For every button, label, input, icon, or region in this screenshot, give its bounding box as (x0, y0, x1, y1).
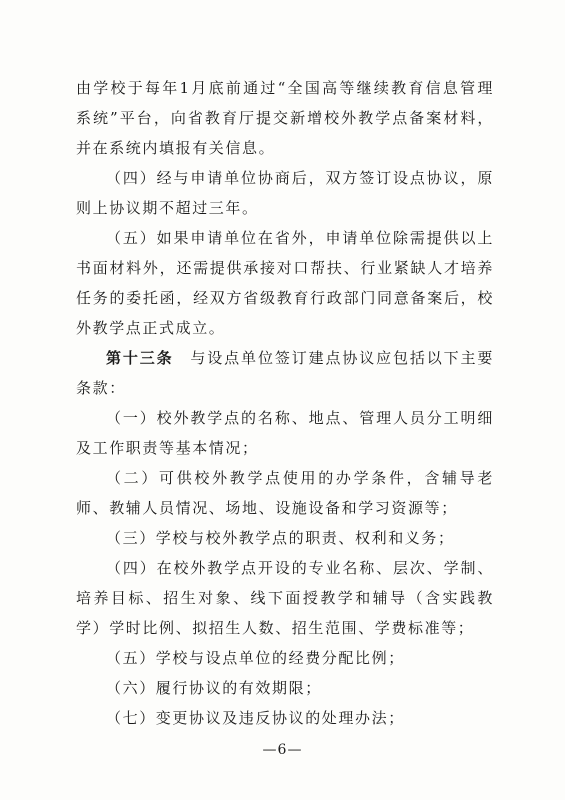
page-number: —6— (262, 742, 303, 758)
clause-6: （六）履行协议的有效期限； (106, 679, 322, 697)
clause-3: （三）学校与校外教学点的职责、权利和义务； (106, 529, 455, 547)
paragraph-item-4: （四）经与申请单位协商后，双方签订设点协议，原则上协议期不超过三年。 (76, 169, 494, 217)
paragraph-continuation: 由学校于每年1月底前通过“全国高等继续教育信息管理系统”平台，向省教育厅提交新增校外教学点备案材料，并在系统内填报有关信息。 (76, 79, 494, 157)
paragraph-item-5: （五）如果申请单位在省外，申请单位除需提供以上书面材料外，还需提供承接对口帮扶、行业紧缺人才培养任务的委托函，经双方省级教育行政部门同意备案后，校外教学点正式成立。 (76, 229, 494, 337)
article-13-paragraph (76, 343, 494, 403)
document-body (76, 73, 494, 733)
clause-5: （五）学校与设点单位的经费分配比例； (106, 649, 405, 667)
clause-1: （一）校外教学点的名称、地点、管理人员分工明细及工作职责等基本情况； (76, 409, 494, 457)
clause-2: （二）可供校外教学点使用的办学条件，含辅导老师、教辅人员情况、场地、设施设备和学习资源等； (76, 469, 494, 517)
clause-7: （七）变更协议及违反协议的处理办法； (106, 709, 405, 727)
clause-4: （四）在校外教学点开设的专业名称、层次、学制、培养目标、招生对象、线下面授教学和辅导（含实践教学）学时比例、拟招生人数、招生范围、学费标准等； (76, 559, 494, 637)
article-text: 与设点单位签订建点协议应包括以下主要条款： (76, 349, 494, 397)
article-label: 第十三条 (106, 349, 174, 367)
